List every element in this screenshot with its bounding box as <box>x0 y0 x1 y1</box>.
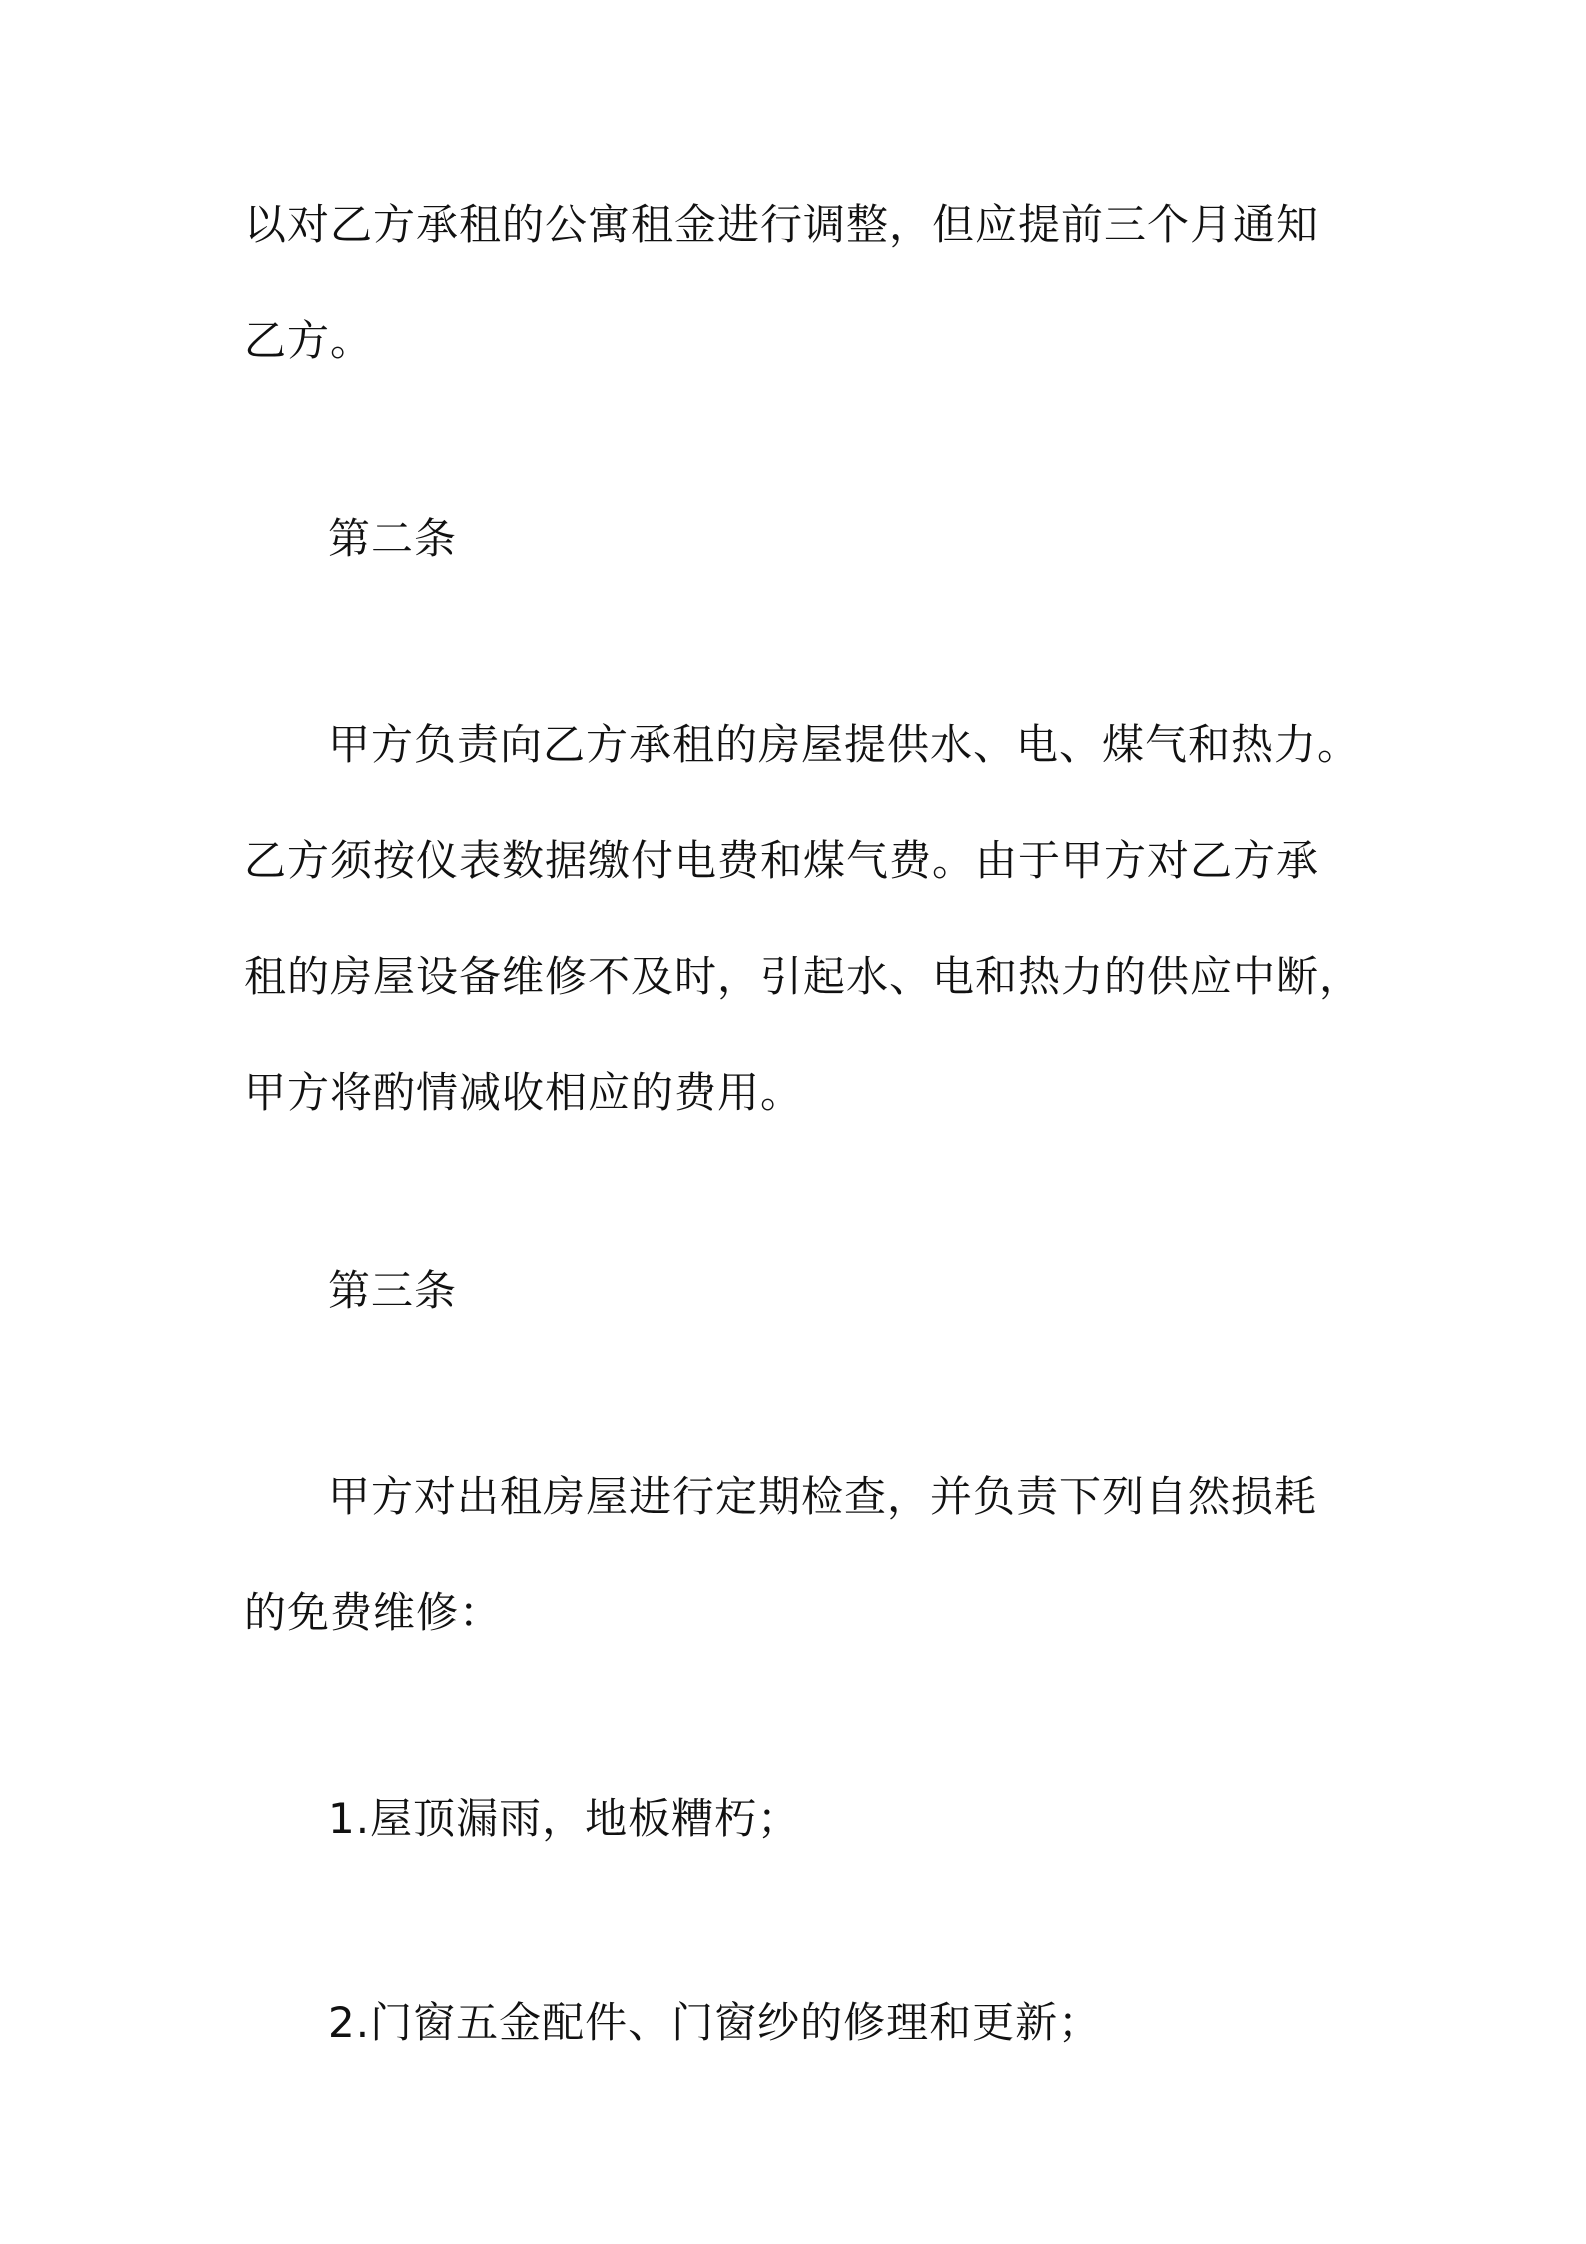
list-item: 1.屋顶漏雨，地板糟朽； <box>328 1794 801 1843</box>
paragraph-line: 乙方须按仪表数据缴付电费和煤气费。由于甲方对乙方承 <box>244 836 1320 885</box>
paragraph-line: 乙方。 <box>244 316 374 365</box>
paragraph-line: 甲方将酌情减收相应的费用。 <box>244 1068 804 1117</box>
paragraph-line: 租的房屋设备维修不及时，引起水、电和热力的供应中断， <box>244 952 1363 1001</box>
list-item: 2.门窗五金配件、门窗纱的修理和更新； <box>328 1998 1102 2047</box>
paragraph-line: 甲方对出租房屋进行定期检查，并负责下列自然损耗 <box>328 1472 1318 1521</box>
article-heading: 第三条 <box>328 1266 458 1315</box>
paragraph-line: 以对乙方承租的公寓租金进行调整，但应提前三个月通知 <box>244 200 1320 249</box>
paragraph-line: 的免费维修： <box>244 1588 503 1637</box>
article-heading: 第二条 <box>328 514 458 563</box>
paragraph-line: 甲方负责向乙方承租的房屋提供水、电、煤气和热力。 <box>328 720 1361 769</box>
